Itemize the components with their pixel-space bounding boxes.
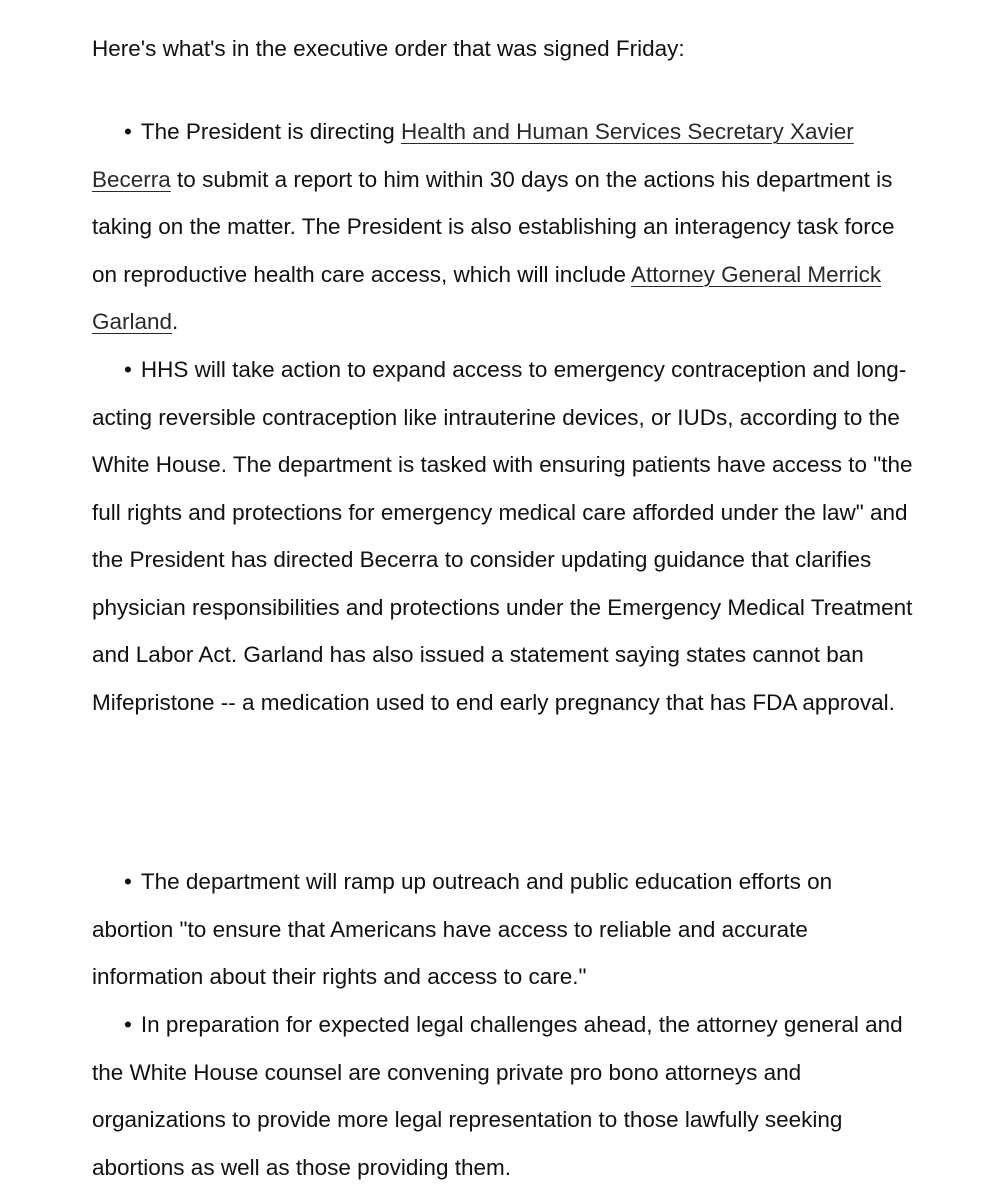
bullet-item-outreach — [92, 858, 914, 1001]
bullet-marker: • — [124, 1012, 132, 1037]
bullet-text-end: . — [172, 309, 179, 334]
bullet-marker: • — [124, 119, 132, 144]
bullet-marker: • — [124, 869, 132, 894]
bullet-text-middle: to submit a report to him within 30 days on the actions his department is taking on the matter. The President is also establishing an interagency task force on reproductive health care access, which will include — [92, 166, 895, 287]
bullet-item-hhs-access — [92, 346, 914, 726]
bullet-item-becerra-report — [92, 108, 914, 346]
intro-paragraph: Here's what's in the executive order that was signed Friday: — [92, 36, 685, 61]
bullet-item-legal-challenges — [92, 1001, 914, 1191]
bullet-marker: • — [124, 357, 132, 382]
link-garland[interactable]: Attorney General Merrick Garland — [92, 261, 882, 334]
link-becerra[interactable]: Health and Human Services Secretary Xavier Becerra — [92, 119, 854, 192]
bullet-text: In preparation for expected legal challenges ahead, the attorney general and the White House counsel are convening private pro bono attorneys and organizations to provide more legal representation to those lawfully seeking abortions as well as those providing them. — [92, 1012, 903, 1180]
bullet-text-start: The President is directing — [140, 119, 402, 144]
bullet-text: HHS will take action to expand access to emergency contraception and long-acting reversible contraception like intrauterine devices, or IUDs, according to the White House. The department is tasked with ensuring patients have access to "the full rights and protections for emergency medical care afforded under the law" and the President has directed Becerra to consider updating guidance that clarifies physician responsibilities and protections under the Emergency Medical Treatment and Labor Act. Garland has also issued a statement saying states cannot ban Mifepristone -- a medication used to end early pregnancy that has FDA approval. — [92, 357, 913, 715]
bullet-text: The department will ramp up outreach and public education efforts on abortion "to ensure that Americans have access to reliable and accurate information about their rights and access to care." — [92, 869, 833, 989]
